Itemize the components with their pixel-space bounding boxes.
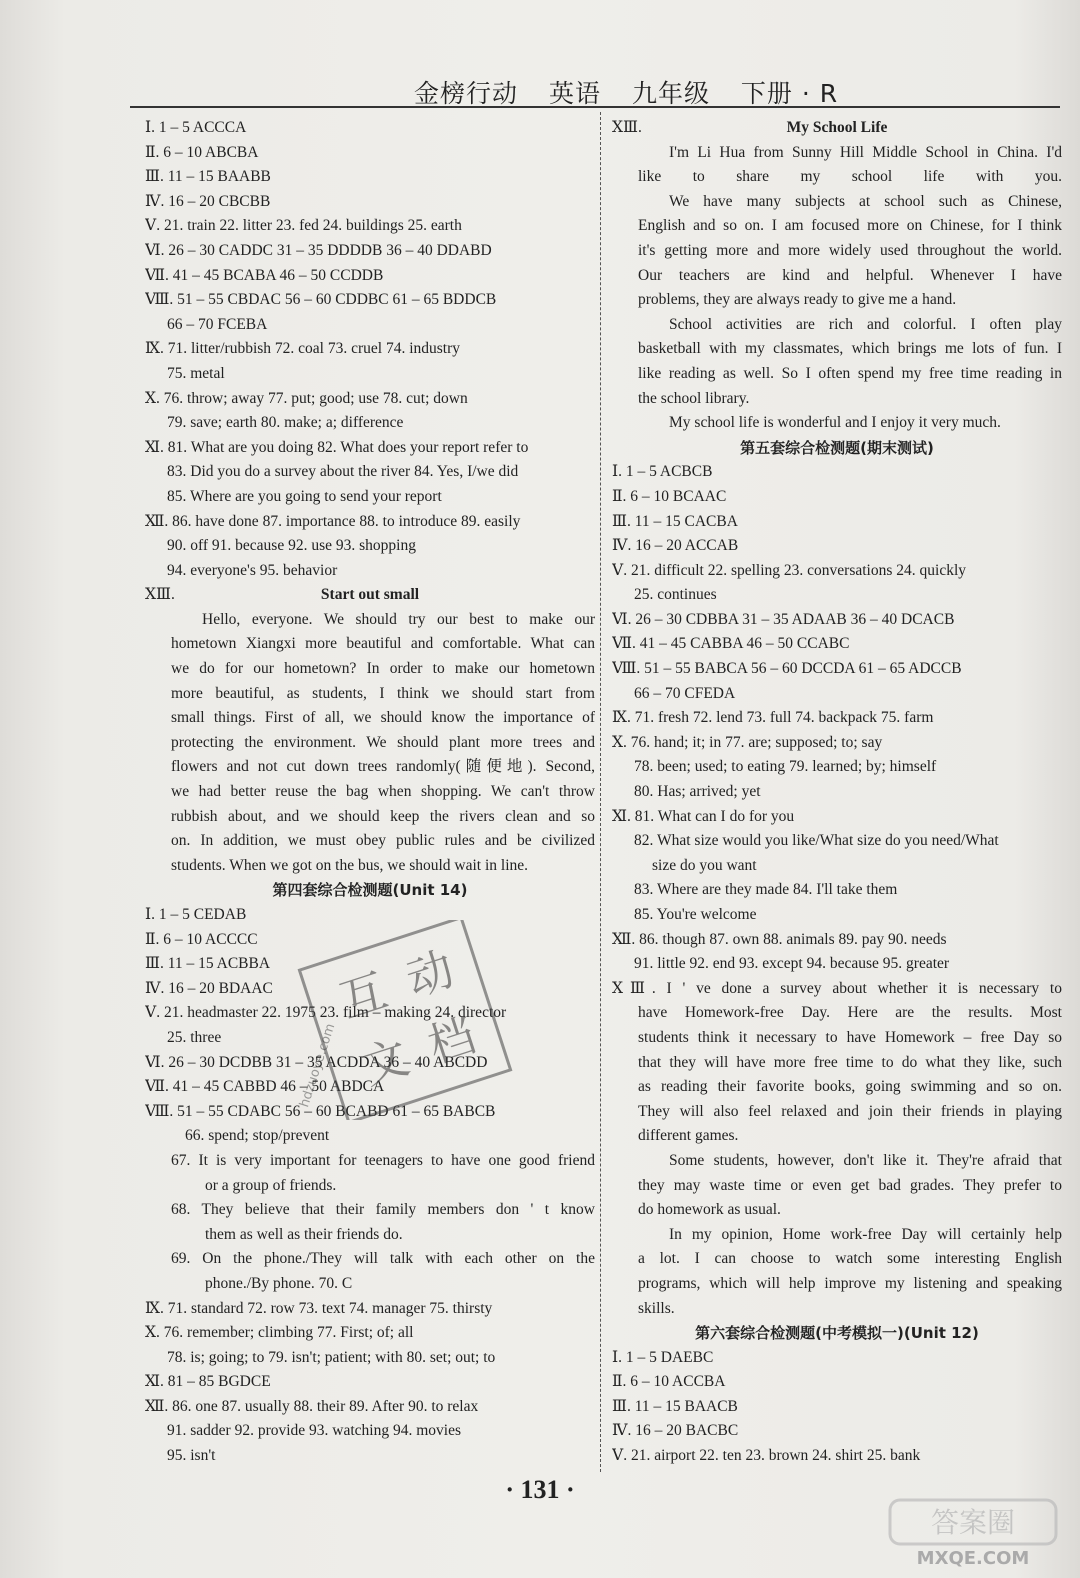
essay-line: skills. (638, 1299, 675, 1317)
watermark-logo: 答案圈 (930, 1506, 1016, 1539)
essay-line: they may waste time or even get bad grades. They prefer to (638, 1176, 1062, 1194)
answer-line: size do you want (652, 856, 757, 874)
essay-line: We have many subjects at school such as Chinese, (669, 192, 1062, 210)
essay-line: on. In addition, we must obey public rules and be civilized (171, 832, 595, 850)
answer-line: Ⅶ. 41 – 45 BCABA 46 – 50 CCDDB (145, 266, 384, 284)
answer-line: 78. been; used; to eating 79. learned; by; himself (634, 758, 937, 776)
answer-line: Ⅵ. 26 – 30 DCDBB 31 – 35 ACDDA 36 – 40 ABCDD (145, 1053, 488, 1071)
answer-line: phone./By phone. 70. C (205, 1274, 353, 1292)
essay-line: students. When we got on the bus, we should wait in line. (171, 856, 529, 874)
watermark-text: MXQE.COM (916, 1548, 1030, 1568)
answer-line: Ⅶ. 41 – 45 CABBA 46 – 50 CCABC (612, 635, 850, 653)
essay-line: basketball with my classmates, which brings me lots of fun. I (638, 340, 1062, 358)
answer-line: Ⅸ. 71. litter/rubbish 72. coal 73. cruel 74. industry (145, 340, 461, 358)
essay-line: different games. (638, 1127, 739, 1145)
essay-line: English and so on. I am focused more on Chinese, for I think (638, 217, 1062, 235)
page-header (130, 70, 1060, 108)
answer-line: Ⅴ. 21. difficult 22. spelling 23. conversations 24. quickly (612, 561, 967, 579)
answer-line: 75. metal (167, 364, 225, 382)
answer-line: Ⅳ. 16 – 20 CBCBB (145, 192, 271, 210)
answer-line: Ⅻ. 86. one 87. usually 88. their 89. After 90. to relax (145, 1397, 479, 1415)
answer-line: 90. off 91. because 92. use 93. shopping (167, 537, 416, 555)
column-divider (600, 112, 601, 1472)
answer-line: Ⅲ. 11 – 15 BAABB (145, 168, 271, 186)
essay-line: I'm Li Hua from Sunny Hill Middle School in China. I'd (669, 143, 1062, 161)
answer-line: 80. Has; arrived; yet (634, 783, 761, 801)
answer-line: Ⅸ. 71. standard 72. row 73. text 74. manager 75. thirsty (145, 1299, 493, 1317)
answer-line: Ⅱ. 6 – 10 ABCBA (145, 143, 259, 161)
answer-line: Ⅱ. 6 – 10 BCAAC (612, 487, 727, 505)
answer-line: 83. Did you do a survey about the river 84. Yes, I/we did (167, 463, 519, 481)
answer-line: Ⅱ. 6 – 10 ACCCC (145, 930, 258, 948)
answer-line: 85. Where are you going to send your report (167, 487, 442, 505)
essay-line: School activities are rich and colorful. I often play (669, 315, 1062, 333)
essay-line: have Homework-free Day. Here are the results. Most (638, 1004, 1062, 1022)
answer-line: 82. What size would you like/What size do you need/What (634, 832, 999, 850)
essay-line: They will also feel relaxed and join their friends in playing (638, 1102, 1062, 1120)
essay-line: problems, they are always ready to give me a hand. (638, 291, 957, 309)
essay-line: hometown Xiangxi more beautiful and comfortable. What can (171, 635, 595, 653)
right-column (612, 116, 1062, 1469)
answer-line: 91. little 92. end 93. except 94. because 95. greater (634, 955, 950, 973)
essay-title-text: My School Life (786, 119, 888, 136)
essay-title (145, 583, 595, 608)
answer-line: Ⅵ. 26 – 30 CADDC 31 – 35 DDDDB 36 – 40 DDABD (145, 241, 492, 259)
answer-line: 66 – 70 FCEBA (167, 315, 268, 333)
answer-line: Ⅳ. 16 – 20 BDAAC (145, 979, 273, 997)
essay-line: we do for our hometown? In order to make our hometown (171, 660, 595, 678)
answer-line: Ⅰ. 1 – 5 CEDAB (145, 906, 247, 923)
essay-line: students think it necessary to have Homework – free Day so (638, 1028, 1062, 1046)
essay-line: the school library. (638, 389, 750, 407)
essay-line: In my opinion, Home work-free Day will certainly help (669, 1225, 1062, 1243)
essay-line: do homework as usual. (638, 1201, 781, 1219)
answer-line: Ⅱ. 6 – 10 ACCBA (612, 1373, 726, 1391)
answer-line: Ⅳ. 16 – 20 ACCAB (612, 537, 739, 555)
answer-line: 85. You're welcome (634, 906, 757, 923)
essay-line: as reading their favorite books, going swimming and so on. (638, 1078, 1062, 1096)
answer-line: Ⅲ. 11 – 15 ACBBA (145, 955, 271, 973)
answer-line: Ⅰ. 1 – 5 ACBCB (612, 463, 713, 481)
answer-line: 69. On the phone./They will talk with each other on the (171, 1250, 595, 1268)
essay-line: Our teachers are kind and helpful. Whenever I have (638, 266, 1062, 284)
answer-line: 79. save; earth 80. make; a; difference (167, 414, 404, 432)
header-book: 金榜行动 (414, 79, 519, 108)
essay-line: programs, which will help improve my listening and speaking (638, 1274, 1062, 1292)
answer-line: Ⅷ. 51 – 55 CDABC 56 – 60 BCABD 61 – 65 BABCB (145, 1102, 496, 1120)
answer-line: Ⅵ. 26 – 30 CDBBA 31 – 35 ADAAB 36 – 40 DCACB (612, 610, 955, 628)
essay-title-text: Start out small (320, 586, 420, 604)
essay-line: we had better reuse the bag when shopping. We can't throw (171, 783, 595, 801)
answer-line: Ⅹ. 76. hand; it; in 77. are; supposed; to; say (612, 733, 883, 751)
answer-line: 25. continues (634, 586, 717, 604)
stamp-char-1: 互 (333, 962, 394, 1029)
header-subject: 英语 (548, 79, 601, 108)
essay-line: ⅩⅢ. I ' ve done a survey about whether it is necessary to (612, 979, 1062, 997)
section-title: 第五套综合检测题(期末测试) (740, 438, 934, 457)
answer-line: or a group of friends. (205, 1176, 337, 1194)
answer-line: Ⅲ. 11 – 15 BAACB (612, 1397, 738, 1415)
essay-line: it's getting more and more widely used throughout the world. (638, 241, 1062, 259)
essay-line: like reading as well. So I often spend my free time reading in (638, 364, 1062, 382)
answer-line: Ⅴ. 21. headmaster 22. 1975 23. film – making 24. director (145, 1004, 507, 1022)
essay-title (612, 116, 1062, 141)
answer-line: 83. Where are they made 84. I'll take them (634, 881, 898, 899)
essay-line: small things. First of all, we should know the importance of (171, 709, 595, 727)
answer-line: Ⅺ. 81 – 85 BGDCE (145, 1373, 271, 1391)
left-column (145, 116, 595, 1469)
essay-line: like to share my school life with you. (638, 168, 1062, 186)
essay-line: a lot. I can choose to watch some interesting English (638, 1250, 1062, 1268)
answer-line: Ⅶ. 41 – 45 CABBD 46 – 50 ABDCA (145, 1078, 385, 1096)
answer-line: Ⅺ. 81. What can I do for you (612, 807, 795, 825)
answer-line: Ⅴ. 21. train 22. litter 23. fed 24. buildings 25. earth (145, 217, 462, 235)
answer-line: Ⅷ. 51 – 55 BABCA 56 – 60 DCCDA 61 – 65 ADCCB (612, 660, 962, 678)
answer-line: 78. is; going; to 79. isn't; patient; with 80. set; out; to (167, 1348, 496, 1366)
answer-line: Ⅰ. 1 – 5 DAEBC (612, 1348, 714, 1366)
answer-line: Ⅹ. 76. remember; climbing 77. First; of; all (145, 1324, 414, 1342)
answer-line: 94. everyone's 95. behavior (167, 561, 338, 579)
answer-line: Ⅳ. 16 – 20 BACBC (612, 1422, 739, 1440)
answer-line: Ⅴ. 21. airport 22. ten 23. brown 24. shirt 25. bank (612, 1447, 921, 1465)
section-title: 第六套综合检测题(中考模拟一)(Unit 12) (695, 1324, 979, 1343)
answer-line: 91. sadder 92. provide 93. watching 94. movies (167, 1422, 462, 1440)
essay-line: rubbish about, and we should keep the rivers clean and so (171, 807, 595, 825)
answer-line: Ⅷ. 51 – 55 CBDAC 56 – 60 CDDBC 61 – 65 BDDCB (145, 291, 497, 309)
stamp-char-4: 档 (421, 1007, 482, 1074)
answer-line: 68. They believe that their family members don ' t know (171, 1201, 595, 1219)
essay-line: that they will have more free time to do what they like, such (638, 1053, 1062, 1071)
answer-line: 25. three (167, 1028, 222, 1046)
stamp-url: hdzuoye.com (297, 1021, 339, 1110)
answer-line: Ⅹ. 76. throw; away 77. put; good; use 78. cut; down (145, 389, 468, 407)
answer-line: 66 – 70 CFEDA (634, 684, 736, 702)
page-number: · 131 · (505, 1475, 575, 1504)
essay-line: My school life is wonderful and I enjoy it very much. (669, 414, 1001, 432)
answer-line: them as well as their friends do. (205, 1225, 403, 1243)
section-title: 第四套综合检测题(Unit 14) (272, 881, 468, 900)
section-numeral: ⅩⅢ. (145, 586, 175, 604)
answer-line: Ⅺ. 81. What are you doing 82. What does your report refer to (145, 438, 529, 456)
essay-line: flowers and not cut down trees randomly(随便地). Second, (171, 758, 595, 776)
answer-line: Ⅻ. 86. have done 87. importance 88. to introduce 89. easily (145, 512, 521, 530)
section-numeral: ⅩⅢ. (612, 119, 642, 136)
essay-line: Hello, everyone. We should try our best to make our (202, 610, 595, 628)
answer-line: Ⅲ. 11 – 15 CACBA (612, 512, 738, 530)
essay-line: Some students, however, don't like it. They're afraid that (669, 1151, 1062, 1169)
essay-line: more beautiful, as students, I think we should start from (171, 684, 595, 702)
watermark-logo-icon (888, 1498, 1058, 1568)
answer-line: Ⅻ. 86. though 87. own 88. animals 89. pay 90. needs (612, 930, 947, 948)
answer-line: Ⅰ. 1 – 5 ACCCA (145, 119, 247, 136)
stamp-char-2: 动 (399, 941, 461, 1007)
header-title (414, 74, 860, 110)
answer-line: 95. isn't (167, 1447, 216, 1465)
answer-line: 66. spend; stop/prevent (185, 1127, 330, 1145)
stamp-char-3: 文 (354, 1029, 416, 1096)
essay-line: protecting the environment. We should plant more trees and (171, 733, 595, 751)
answer-line: Ⅸ. 71. fresh 72. lend 73. full 74. backpack 75. farm (612, 709, 934, 727)
header-volume: 下册 · R (740, 79, 839, 108)
header-grade: 九年级 (631, 79, 710, 108)
answer-line: 67. It is very important for teenagers to have one good friend (171, 1151, 595, 1169)
